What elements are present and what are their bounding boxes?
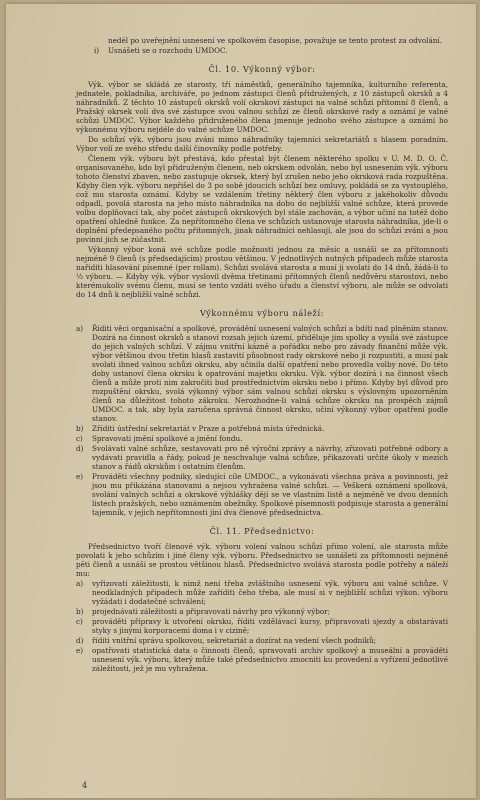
list-marker: c)	[76, 434, 83, 443]
section-article-11	[76, 527, 448, 673]
paragraph: Předsednictvo tvoří členové výk. výboru volení valnou schůzí přímo volení, ale starosta může povolati k jeho schůzím i jiné členy výk. výboru. Předsednictvo se usnášeti za přítomnosti nejméně pěti členů a usnáší se prostou většinou hlasů. Předsednictvo svolává starosta podle potřeby a náleží mu:	[76, 542, 448, 578]
list-item-text: říditi vnitřní správu spolkovou, sekretariát a dozírat na vedení všech podniků;	[92, 636, 377, 645]
list-item	[76, 324, 448, 423]
list-marker: c)	[76, 617, 83, 626]
list-item-text: vyřizovati záležitosti, k nimž není třeba zvláštního usnesení výk. výboru ani valné schůze. V neodkladných případech může zaříditi čeho třeba, ale musí si v nejbližší schůzi výkon. výboru vyžádati i dodatečné schválení;	[92, 579, 448, 606]
list-item	[76, 444, 448, 471]
list-item-text: projednávati záležitosti a připravovati návrhy pro výkonný výbor;	[92, 607, 331, 616]
intro-list	[76, 46, 448, 55]
list-item	[76, 636, 448, 645]
list-item	[76, 424, 448, 433]
list-item	[76, 607, 448, 616]
list-marker: a)	[76, 324, 84, 333]
list-marker: d)	[76, 636, 84, 645]
list-item	[76, 579, 448, 606]
duties-list	[76, 324, 448, 517]
section-heading: Výkonnému výboru náleží:	[199, 308, 325, 318]
list-item-text: opatřovati statistická data o činnosti členů, spravovati archiv spolkový a museální a prováděti usnesení výk. výboru, který může také předsednictvo zmocniti ku provedení a vyřízení jednotlivé záležitosti, jež je mu vyhražena.	[92, 646, 448, 673]
section-heading: Čl. 11. Předsednictvo:	[209, 526, 315, 536]
document-page	[6, 4, 476, 798]
list-marker: i)	[94, 46, 100, 55]
list-item	[76, 472, 448, 517]
list-item-text: Prováděti všechny podniky, sledující cíle UMDOC., a vykonávati všechna práva a povinnosti, jež jsou mu přikázána stanovami a nejsou vyhražena valné schůzi. — Veškerá oznámení spolková, svolání valných schůzí a okrskové výhlášky dějí se ve vlastním listě a nejméně ve dvou denních listech pražských, nebo oznámením obežníky. Spolkové písemnosti podpisuje starosta a generální tajemník, v jejich nepřítomnosti jiní dva členové předsednictva.	[92, 472, 448, 517]
intro-block	[76, 36, 448, 55]
paragraph: Výkonný výbor koná své schůze podle možnosti jednou za měsíc a usnáší se za přítomnosti nejméně 9 členů (s předsedajícím) prostou většinou. V jednotlivých nutných případech může starosta nařiditi hlasování písemné (per rollam). Schůzi svolává starosta a musí ji svolati do 14 dnů, žádá-li to ⅓ výboru. — Kdyby výk. výbor vyslovil dvěma třetinami přítomných členů nedůvěru starostovi, nebo kterémukoliv svému členu, musí se tento vzdáti svého úřadu a členství výboru, ale může se odvolati do 14 dnů k nejbližší valné schůzi.	[76, 245, 448, 299]
list-item-text: Říditi věci organisační a spolkové, provádění usnesení valných schůzí a bdíti nad plněním stanov. Dozírá na činnost okrsků a stanoví rozsah jejich území, přiděluje jim spolky a vysílá své zástupce do jejich valných schůzí. V zájmu vnitřní kázně a pořádku nebo pro závady finanční může výk. výbor většinou dvou třetin hlasů zastavití působnost rady okrskové nebo ji rozpustiti, a musí pak svolati ihned valnou schůzi okrsku, aby učinila další opatření nebo provedla volby nové. Do této doby ustanoví člena okrsku k opatrování majetku okrsku. Výk. výbor dozírá i na činnost všech členů a může proti nim zakročiti bud prostřednictvím okrsku nebo i přímo. Kdyby byl důvod pro rozpuštění okrsku, svolá výkonný výbor sám valnou schůzi okrsku s výslovným upozorněním členů na důležitost tohoto zákroku. Nerozhodne-li valná schůze okrsku na prospěch zájmů UMDOC. a tak, aby byla zaručena správná činnost okrsku, učiní výkonný výbor opatření podle stanov.	[92, 324, 448, 423]
list-item-text: Spravovati jmění spolkové a jmění fondu.	[92, 434, 243, 443]
intro-continuation: nedél po uveřejnění usnesení ve spolkovém časopise, považuje se tento protest za odvolání.	[108, 36, 442, 45]
list-marker: b)	[76, 424, 84, 433]
paragraph: Výk. výbor se skládá ze starosty, tří náměstků, generálního tajemníka, kulturního referenta, jednatele, pokladníka, archiváře, po jednom zástupci členů přidružených, z 10 zástupců okrsků a 4 náhradníků. Z těchto 10 zástupců okrsků volí okrskoví zástupci na valné schůzi přítomní 8 členů, a Pražský okrsek volí dva své zástupce svou valnou schůzí ze členů okrskové rady a oznámí je valné schůzi UMDOC. Výbor každého přidruženého člena jmenuje jednoho svého zástupce a oznámí ho výkonnému výboru nejdéle do valné schůze UMDOC.	[76, 80, 448, 134]
list-marker: d)	[76, 444, 84, 453]
section-heading: Čl. 10. Výkonný výbor:	[208, 64, 316, 74]
page-number: 4	[82, 781, 88, 790]
list-marker: a)	[76, 579, 84, 588]
list-item	[76, 617, 448, 635]
list-item-text: Usnášeti se o rozchodu UMDOC.	[108, 46, 228, 55]
intro-item-i	[76, 46, 448, 55]
list-marker: b)	[76, 607, 84, 616]
paragraph: Členem výk. výboru být přestává, kdo přestal být členem některého spolku v U. M. D. O. Č. organisovaného, kdo byl přidruženým členem, neb okrskem odvolán, nebo byl usnesením výk. výboru tohoto členství zbaven, nebo zastupuje okrsek, který byl zrušen nebo jeho okrsková rada rozpuštěna. Kdyby člen výk. výboru nepřišel do 3 po sobě jdoucích schůzí bez omluvy, pokládá se za vystouplého, což mu starosta oznámí. Kdyby se vzdálením třetiny některý člen výboru z jakéhokoliv důvodu odpadl, povolá starosta na jeho místo náhradníka na dobu do nejbližší valné schůze, která provede volbu doplňovací tak, aby počet zástupců okrskových byl stále zachován, a výbor učiní na totéž dobo opatření ohledně funkce. Za nepřítomného člena ve schůzích ustanovuje starosta náhradníka, jde-li o doplnění předepsaného počtu přítomných, jinak náhradníci nehlasují, ale jsou do schůzí zváni a jsou povinni jich se zúčastnit.	[76, 154, 448, 244]
list-item-text: prováděti přípravy k utvoření okrsku, říditi vzdělávací kursy, připravovati sjezdy a obstarávati styky s jinými korporacemi doma i v cizině;	[92, 617, 448, 635]
list-marker: e)	[76, 472, 84, 481]
presidium-duties-list	[76, 579, 448, 673]
list-marker: e)	[76, 646, 84, 655]
section-article-10	[76, 65, 448, 299]
section-committee-duties	[76, 309, 448, 517]
list-item	[76, 434, 448, 443]
list-item-text: Zříditi ústřední sekretariát v Praze a potřebná místa úřednická.	[92, 424, 325, 433]
paragraph: Do schůzí výk. výboru jsou zváni mimo náhradníky tajemníci sekretariátů s hlasem poradním. Výbor volí ze svého středu další činovníky podle potřeby.	[76, 135, 448, 153]
list-item-text: Svolávati valné schůze, sestavovati pro ně výroční zprávy a návrhy, zřizovati potřebné odbory a vydávati pravidla a řády, pokud je neschvaluje valná schůze, přikazovati určité úkoly v mezích stanov a řádů okrskům i ostatním členům.	[92, 444, 448, 471]
page-content	[76, 36, 448, 674]
list-item	[76, 646, 448, 673]
